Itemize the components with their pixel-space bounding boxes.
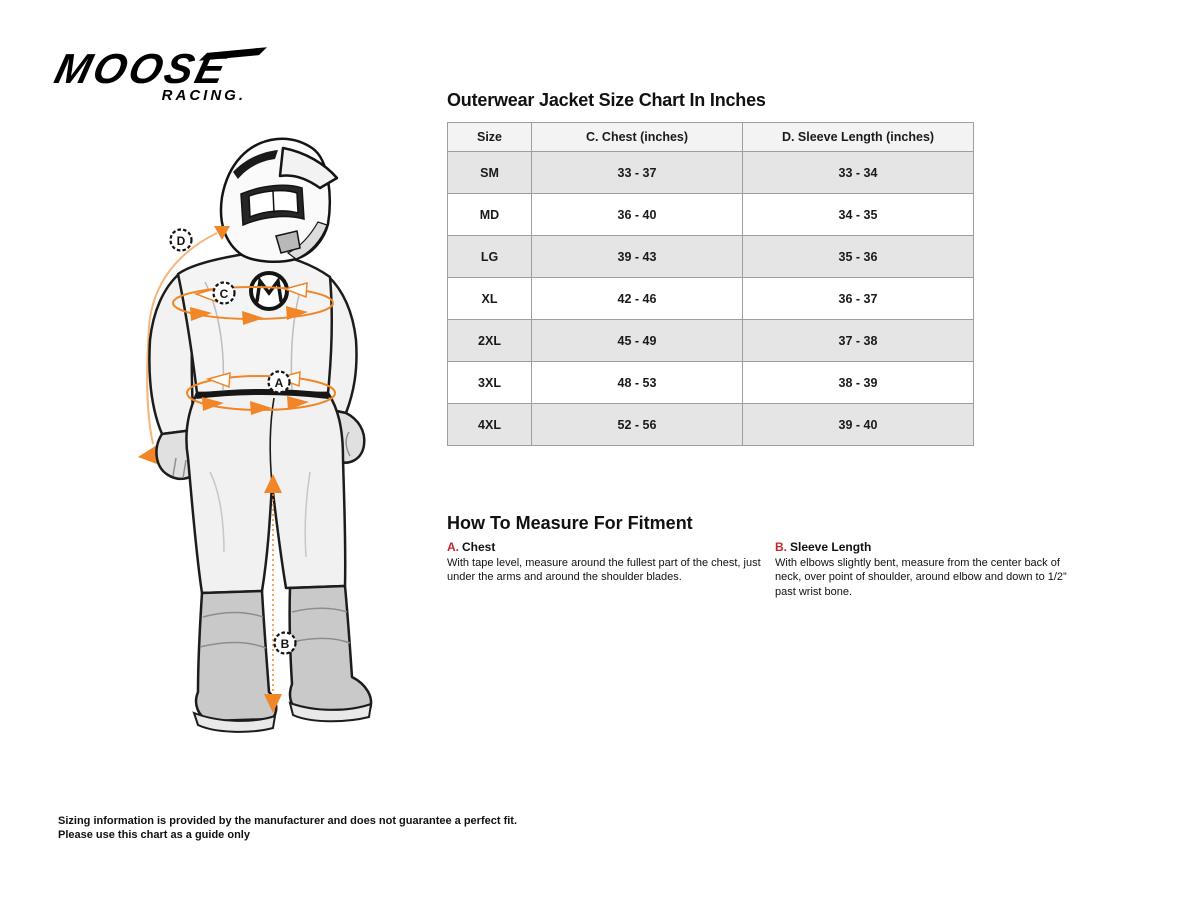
measure-item-heading xyxy=(447,540,767,554)
measure-label: Sleeve Length xyxy=(790,540,872,554)
helmet xyxy=(221,139,337,262)
brand-logo xyxy=(50,42,252,106)
jersey xyxy=(178,254,332,393)
table-row xyxy=(448,194,974,236)
marker-a xyxy=(269,372,290,393)
size-cell: 4XL xyxy=(448,404,532,446)
column-header-sleeve: D. Sleeve Length (inches) xyxy=(743,123,974,152)
marker-c xyxy=(214,283,235,304)
size-chart-title: Outerwear Jacket Size Chart In Inches xyxy=(447,90,766,110)
column-header-chest: C. Chest (inches) xyxy=(532,123,743,152)
right-boot xyxy=(290,586,371,721)
size-cell: MD xyxy=(448,194,532,236)
measure-description: With tape level, measure around the fullest part of the chest, just under the arms and around the shoulder blades. xyxy=(447,557,761,584)
marker-b xyxy=(275,633,296,654)
table-row xyxy=(448,362,974,404)
table-row xyxy=(448,152,974,194)
sleeve-cell: 39 - 40 xyxy=(743,404,974,446)
sleeve-cell: 37 - 38 xyxy=(743,320,974,362)
marker-d xyxy=(171,230,192,251)
table-row xyxy=(448,236,974,278)
measure-letter: B. xyxy=(775,540,787,554)
sleeve-cell: 38 - 39 xyxy=(743,362,974,404)
size-cell: SM xyxy=(448,152,532,194)
chest-cell: 45 - 49 xyxy=(532,320,743,362)
chest-cell: 42 - 46 xyxy=(532,278,743,320)
rider-illustration xyxy=(40,112,440,752)
sizing-disclaimer xyxy=(58,815,517,843)
chest-logo xyxy=(251,273,287,309)
sleeve-cell: 34 - 35 xyxy=(743,194,974,236)
table-header-row xyxy=(448,123,974,152)
measure-guide-title: How To Measure For Fitment xyxy=(447,513,693,533)
chest-cell: 36 - 40 xyxy=(532,194,743,236)
left-boot xyxy=(194,591,276,732)
sleeve-cell: 35 - 36 xyxy=(743,236,974,278)
size-cell: 3XL xyxy=(448,362,532,404)
measure-item-sleeve-length xyxy=(775,540,1087,599)
column-header-size: Size xyxy=(448,123,532,152)
sleeve-cell: 36 - 37 xyxy=(743,278,974,320)
measure-item-chest xyxy=(447,540,767,585)
chest-cell: 39 - 43 xyxy=(532,236,743,278)
table-row xyxy=(448,320,974,362)
disclaimer-line-2: Please use this chart as a guide only xyxy=(58,828,250,841)
size-cell: LG xyxy=(448,236,532,278)
chest-cell: 52 - 56 xyxy=(532,404,743,446)
size-chart-table xyxy=(447,122,974,446)
brand-subname: RACING. xyxy=(161,87,246,104)
chest-cell: 33 - 37 xyxy=(532,152,743,194)
measure-label: Chest xyxy=(462,540,496,554)
size-cell: XL xyxy=(448,278,532,320)
table-row xyxy=(448,278,974,320)
disclaimer-line-1: Sizing information is provided by the manufacturer and does not guarantee a perfect fit. xyxy=(58,815,518,827)
brand-name: MOOSE xyxy=(50,45,234,92)
measure-item-heading xyxy=(775,540,1087,554)
svg-text:B: B xyxy=(280,637,290,651)
svg-text:A: A xyxy=(274,376,284,390)
svg-text:D: D xyxy=(176,234,186,248)
size-cell: 2XL xyxy=(448,320,532,362)
measure-description: With elbows slightly bent, measure from the center back of neck, over point of shoulder, around elbow and down to 1/2” past wrist bone. xyxy=(775,557,1067,598)
sleeve-cell: 33 - 34 xyxy=(743,152,974,194)
table-row xyxy=(448,404,974,446)
measure-letter: A. xyxy=(447,540,459,554)
svg-text:C: C xyxy=(219,287,229,301)
chest-cell: 48 - 53 xyxy=(532,362,743,404)
